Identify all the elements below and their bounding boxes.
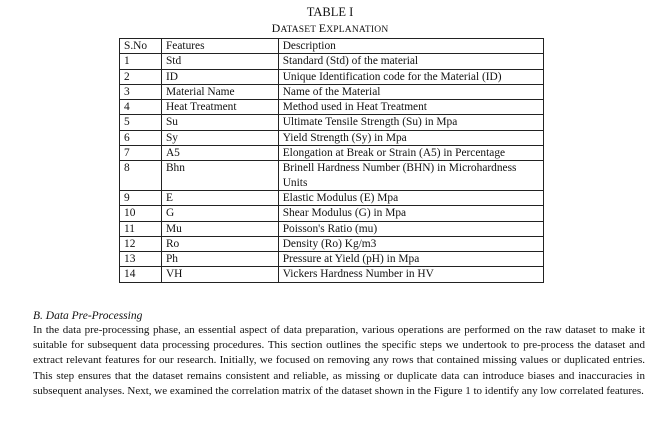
table-row xyxy=(120,115,544,130)
cell-sno: 13 xyxy=(120,252,162,267)
cell-description: Elastic Modulus (E) Mpa xyxy=(278,190,543,205)
cell-description: Density (Ro) Kg/m3 xyxy=(278,236,543,251)
cell-description: Method used in Heat Treatment xyxy=(278,100,543,115)
cell-sno: 2 xyxy=(120,69,162,84)
cell-sno: 12 xyxy=(120,236,162,251)
cell-feature: Material Name xyxy=(161,84,278,99)
cell-feature: Ro xyxy=(161,236,278,251)
table-row xyxy=(120,161,544,191)
table-row xyxy=(120,130,544,145)
table-header-row xyxy=(120,39,544,54)
table-row xyxy=(120,54,544,69)
cell-description: Vickers Hardness Number in HV xyxy=(278,267,543,282)
cell-sno: 6 xyxy=(120,130,162,145)
table-row xyxy=(120,69,544,84)
cell-description: Name of the Material xyxy=(278,84,543,99)
table-title xyxy=(0,21,660,36)
cell-feature: Sy xyxy=(161,130,278,145)
cell-sno: 8 xyxy=(120,161,162,191)
header-features: Features xyxy=(161,39,278,54)
table-label: TABLE I xyxy=(306,5,354,19)
header-sno: S.No xyxy=(120,39,162,54)
cell-description: Ultimate Tensile Strength (Su) in Mpa xyxy=(278,115,543,130)
cell-sno: 7 xyxy=(120,146,162,161)
table-row xyxy=(120,221,544,236)
dataset-table xyxy=(119,38,544,283)
cell-description: Elongation at Break or Strain (A5) in Percentage xyxy=(278,146,543,161)
header-description: Description xyxy=(278,39,543,54)
cell-feature: Mu xyxy=(161,221,278,236)
cell-description: Brinell Hardness Number (BHN) in Microhardness Units xyxy=(278,161,543,191)
cell-sno: 14 xyxy=(120,267,162,282)
section-heading: B. Data Pre-Processing xyxy=(33,310,143,322)
table-row xyxy=(120,84,544,99)
title-smallcaps-1: ATASET xyxy=(280,25,319,35)
cell-description: Unique Identification code for the Material (ID) xyxy=(278,69,543,84)
cell-sno: 10 xyxy=(120,206,162,221)
cell-feature: A5 xyxy=(161,146,278,161)
cell-description: Poisson's Ratio (mu) xyxy=(278,221,543,236)
cell-feature: Su xyxy=(161,115,278,130)
table-row xyxy=(120,100,544,115)
title-cap-e: E xyxy=(318,21,327,35)
cell-feature: E xyxy=(161,190,278,205)
cell-sno: 1 xyxy=(120,54,162,69)
cell-feature: Ph xyxy=(161,252,278,267)
cell-sno: 4 xyxy=(120,100,162,115)
table-row xyxy=(120,252,544,267)
cell-description: Yield Strength (Sy) in Mpa xyxy=(278,130,543,145)
cell-description: Pressure at Yield (pH) in Mpa xyxy=(278,252,543,267)
cell-sno: 11 xyxy=(120,221,162,236)
table-row xyxy=(120,206,544,221)
cell-description: Standard (Std) of the material xyxy=(278,54,543,69)
cell-feature: G xyxy=(161,206,278,221)
cell-feature: Heat Treatment xyxy=(161,100,278,115)
title-cap-d: D xyxy=(271,21,281,35)
cell-sno: 9 xyxy=(120,190,162,205)
table-row xyxy=(120,146,544,161)
cell-sno: 3 xyxy=(120,84,162,99)
table-row xyxy=(120,267,544,282)
title-smallcaps-2: XPLANATION xyxy=(326,25,389,35)
cell-description: Shear Modulus (G) in Mpa xyxy=(278,206,543,221)
cell-sno: 5 xyxy=(120,115,162,130)
cell-feature: Std xyxy=(161,54,278,69)
section-paragraph: In the data pre-processing phase, an essential aspect of data preparation, various operations are performed on the raw dataset to make it suitable for subsequent data processing procedures. This section outlines the specific steps we undertook to pre-process the dataset and extract relevant features for our research. Initially, we focused on removing any rows that contained missing values or duplicated entries. This step ensures that the dataset remains consistent and reliable, as missing or duplicate data can introduce biases and inaccuracies in subsequent analyses. Next, we examined the correlation matrix of the dataset shown in the Figure 1 to identify any low correlated features. xyxy=(33,324,645,397)
table-row xyxy=(120,190,544,205)
cell-feature: VH xyxy=(161,267,278,282)
cell-feature: ID xyxy=(161,69,278,84)
table-row xyxy=(120,236,544,251)
cell-feature: Bhn xyxy=(161,161,278,191)
